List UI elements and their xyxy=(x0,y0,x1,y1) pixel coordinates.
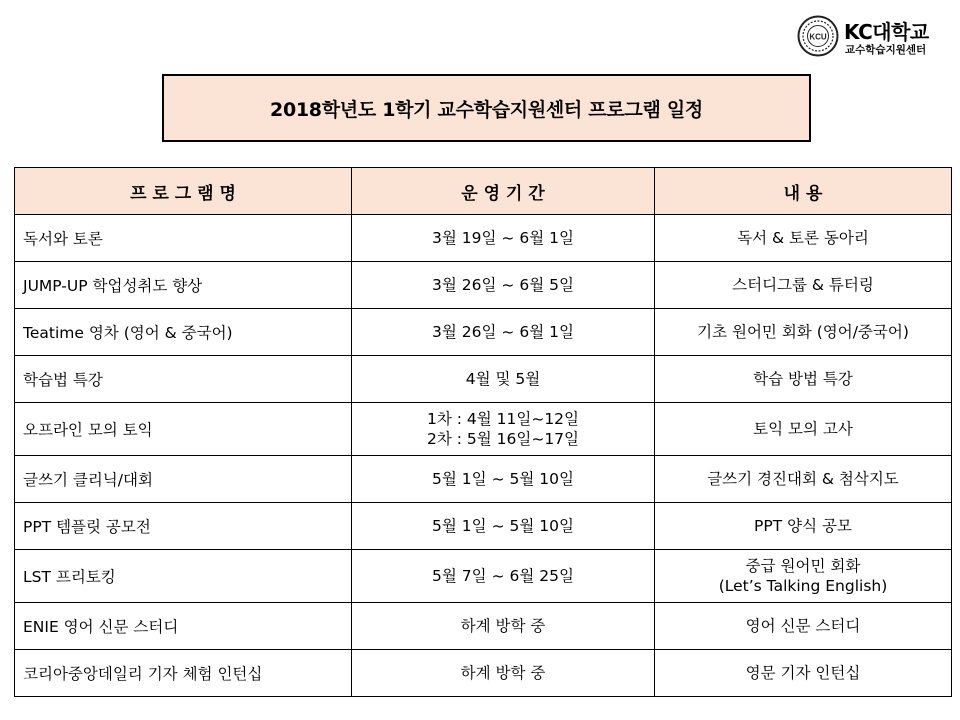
period-line: 3월 26일 ~ 6월 5일 xyxy=(432,275,574,294)
page-title: 2018학년도 1학기 교수학습지원센터 프로그램 일정 xyxy=(162,74,811,142)
period-cell xyxy=(352,603,655,650)
content-line: 중급 원어민 회화 xyxy=(745,556,861,575)
table-row xyxy=(15,456,952,503)
table-row xyxy=(15,403,952,456)
table-row xyxy=(15,215,952,262)
logo-subtitle: 교수학습지원센터 xyxy=(845,44,927,56)
content-line: 영어 신문 스터디 xyxy=(745,616,861,635)
header-program-name: 프 로 그 램 명 xyxy=(15,168,352,215)
content-cell xyxy=(655,650,952,697)
table-row xyxy=(15,503,952,550)
period-cell xyxy=(352,550,655,603)
period-cell xyxy=(352,650,655,697)
program-name-cell: 독서와 토론 xyxy=(15,215,352,262)
content-cell xyxy=(655,215,952,262)
header-period: 운 영 기 간 xyxy=(352,168,655,215)
university-logo xyxy=(797,15,947,65)
program-name-cell: 오프라인 모의 토익 xyxy=(15,403,352,456)
content-line: 영문 기자 인턴십 xyxy=(745,663,861,682)
period-line: 1차 : 4월 11일~12일 xyxy=(426,409,580,428)
period-cell xyxy=(352,503,655,550)
period-line: 3월 19일 ~ 6월 1일 xyxy=(432,228,574,247)
program-name-cell: 학습법 특강 xyxy=(15,356,352,403)
content-cell xyxy=(655,262,952,309)
period-line: 5월 1일 ~ 5월 10일 xyxy=(432,516,574,535)
content-cell xyxy=(655,550,952,603)
content-cell xyxy=(655,356,952,403)
period-line: 4월 및 5월 xyxy=(465,369,541,388)
content-cell xyxy=(655,456,952,503)
program-name-cell: ENIE 영어 신문 스터디 xyxy=(15,603,352,650)
content-cell xyxy=(655,603,952,650)
period-cell xyxy=(352,262,655,309)
period-line: 5월 1일 ~ 5월 10일 xyxy=(432,469,574,488)
content-line: 스터디그룹 & 튜터링 xyxy=(732,275,874,294)
content-line: 학습 방법 특강 xyxy=(753,369,853,388)
program-name-cell: 글쓰기 클리닉/대회 xyxy=(15,456,352,503)
table-row xyxy=(15,262,952,309)
program-name-cell: LST 프리토킹 xyxy=(15,550,352,603)
logo-name: KC대학교 xyxy=(844,20,929,44)
period-line: 2차 : 5월 16일~17일 xyxy=(426,430,580,448)
period-cell xyxy=(352,356,655,403)
period-cell xyxy=(352,309,655,356)
period-cell xyxy=(352,403,655,456)
period-line: 3월 26일 ~ 6월 1일 xyxy=(432,322,574,341)
content-line: (Let’s Talking English) xyxy=(718,577,888,595)
table-row xyxy=(15,309,952,356)
university-seal-icon xyxy=(797,15,839,57)
content-line: 토익 모의 고사 xyxy=(753,419,853,438)
table-row xyxy=(15,550,952,603)
content-line: 기초 원어민 회화 (영어/중국어) xyxy=(697,322,909,341)
seal-text: KCU xyxy=(809,32,827,42)
period-cell xyxy=(352,215,655,262)
content-line: 글쓰기 경진대회 & 첨삭지도 xyxy=(707,469,899,488)
content-cell xyxy=(655,403,952,456)
program-schedule-table xyxy=(14,167,952,697)
period-cell xyxy=(352,456,655,503)
table-row xyxy=(15,356,952,403)
program-name-cell: 코리아중앙데일리 기자 체험 인턴십 xyxy=(15,650,352,697)
content-line: PPT 양식 공모 xyxy=(754,516,852,535)
program-name-cell: JUMP-UP 학업성취도 향상 xyxy=(15,262,352,309)
period-line: 5월 7일 ~ 6월 25일 xyxy=(432,566,574,585)
content-cell xyxy=(655,309,952,356)
table-header-row xyxy=(15,168,952,215)
period-line: 하계 방학 중 xyxy=(460,663,546,682)
header-content: 내 용 xyxy=(655,168,952,215)
period-line: 하계 방학 중 xyxy=(460,616,546,635)
program-name-cell: PPT 템플릿 공모전 xyxy=(15,503,352,550)
content-cell xyxy=(655,503,952,550)
table-row xyxy=(15,650,952,697)
program-name-cell: Teatime 영차 (영어 & 중국어) xyxy=(15,309,352,356)
table-row xyxy=(15,603,952,650)
content-line: 독서 & 토론 동아리 xyxy=(737,228,869,247)
